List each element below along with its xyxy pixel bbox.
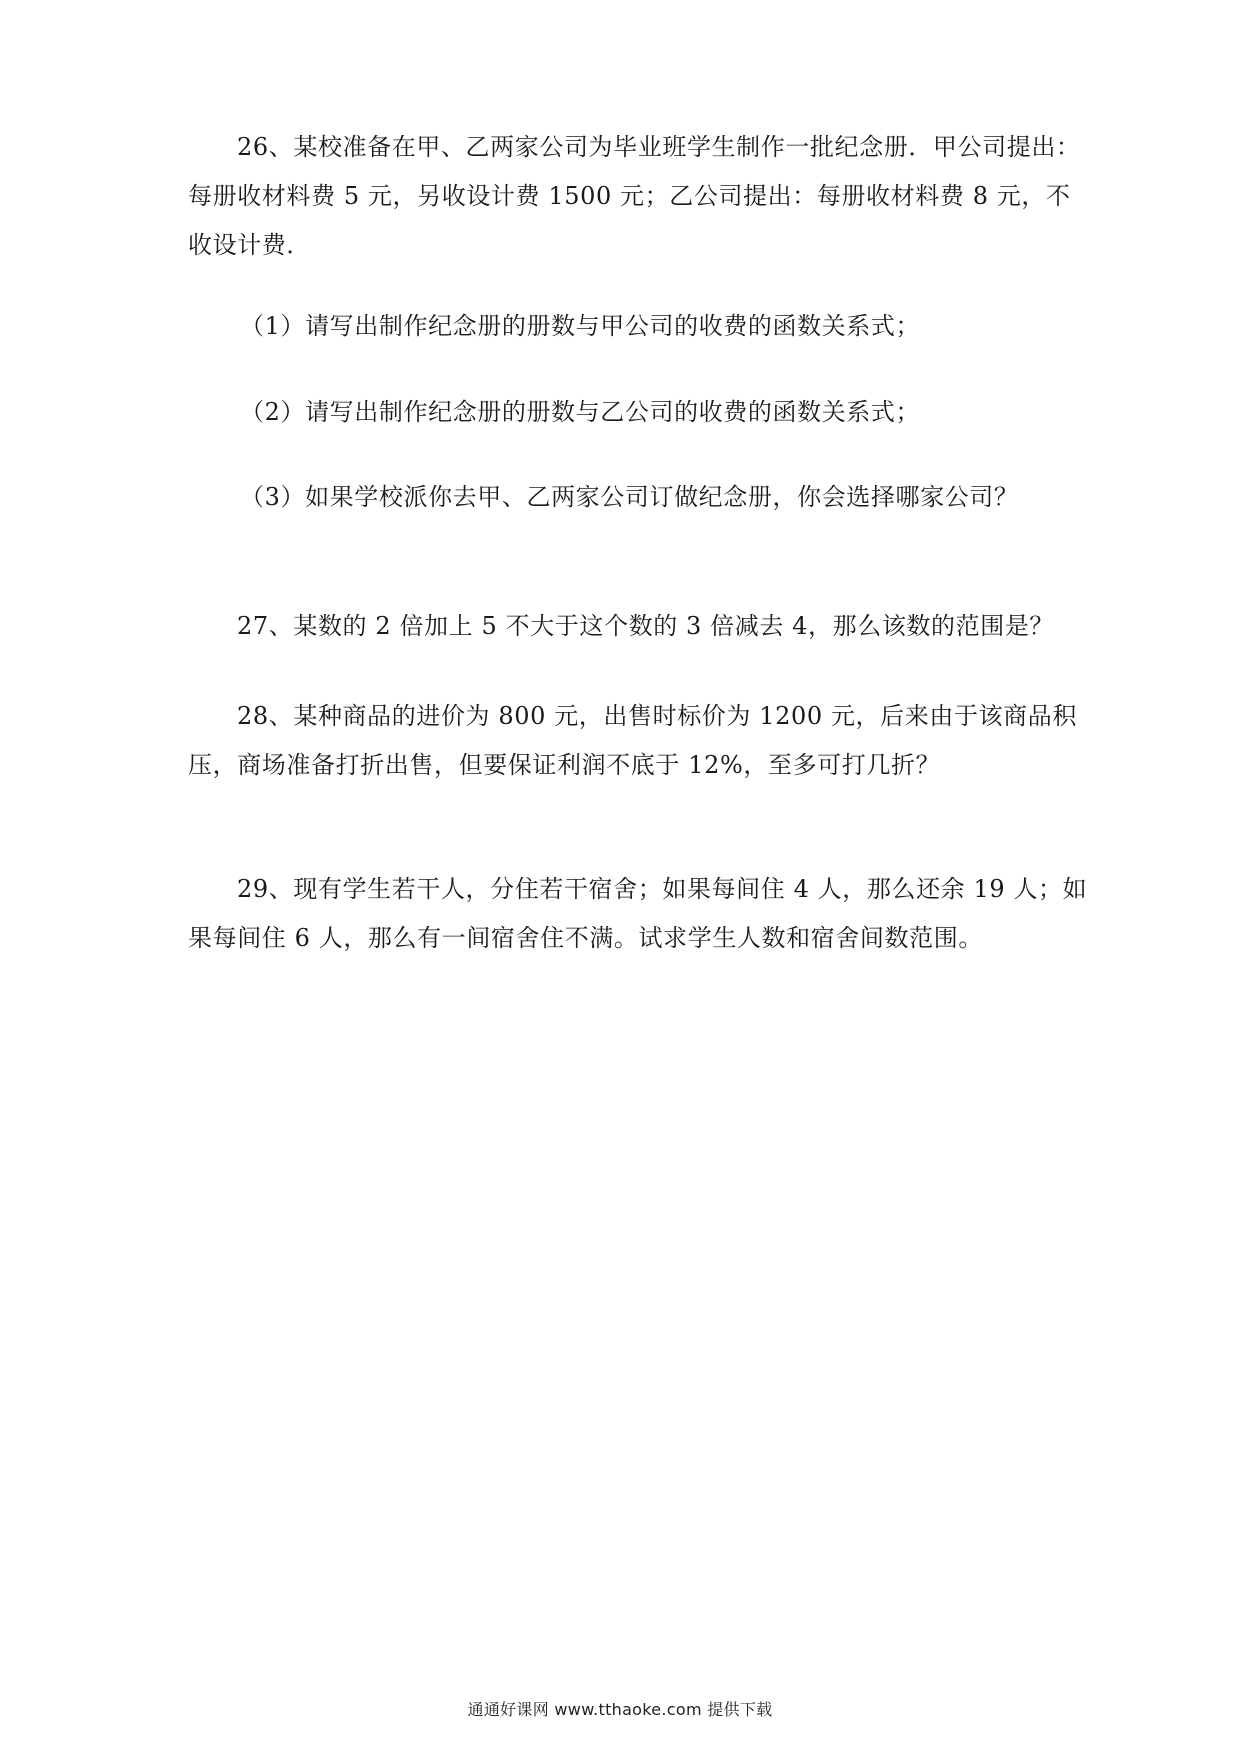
question-26-line-1: 26、某校准备在甲、乙两家公司为毕业班学生制作一批纪念册．甲公司提出： <box>237 133 1081 161</box>
question-28 <box>188 692 1077 790</box>
question-28-line-2: 压，商场准备打折出售，但要保证利润不底于 12%，至多可打几折？ <box>188 751 941 779</box>
question-27 <box>188 602 1058 651</box>
question-29-line-2: 果每间住 6 人，那么有一间宿舍住不满。试求学生人数和宿舍间数范围。 <box>188 924 983 952</box>
question-26-line-2: 每册收材料费 5 元，另收设计费 1500 元；乙公司提出：每册收材料费 8 元，不 <box>188 182 1071 210</box>
question-26-part-1: （1）请写出制作纪念册的册数与甲公司的收费的函数关系式； <box>240 312 921 340</box>
question-28-line-1: 28、某种商品的进价为 800 元，出售时标价为 1200 元，后来由于该商品积 <box>237 702 1077 730</box>
question-26-part-2: （2）请写出制作纪念册的册数与乙公司的收费的函数关系式； <box>240 398 921 426</box>
footer-credit: 通通好课网 www.tthaoke.com 提供下载 <box>467 1700 773 1719</box>
question-29 <box>188 865 1088 963</box>
question-29-line-1: 29、现有学生若干人，分住若干宿舍；如果每间住 4 人，那么还余 19 人；如 <box>237 875 1088 903</box>
question-27-line-1: 27、某数的 2 倍加上 5 不大于这个数的 3 倍减去 4，那么该数的范围是？ <box>237 612 1055 640</box>
question-26 <box>188 123 1081 270</box>
question-26-part-3: （3）如果学校派你去甲、乙两家公司订做纪念册，你会选择哪家公司？ <box>240 483 1019 511</box>
question-26-line-3: 收设计费． <box>188 231 311 259</box>
